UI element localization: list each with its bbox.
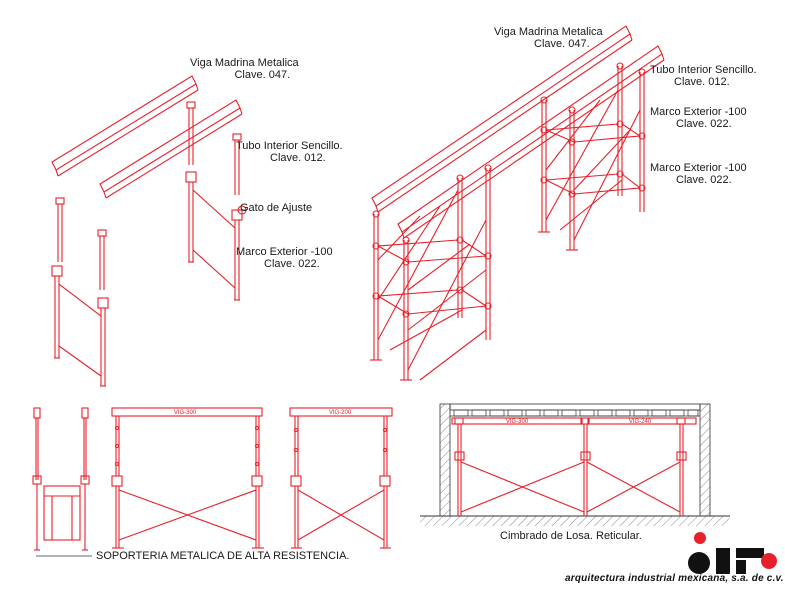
beam-tag-narrow: VIG-200	[328, 410, 352, 416]
slab-section	[420, 404, 730, 526]
beam-tag-wide: VIG-300	[173, 410, 197, 416]
label-tubo-right-name: Tubo Interior Sencillo.	[650, 64, 757, 76]
label-marco-left	[236, 246, 333, 270]
label-tubo-left	[236, 140, 343, 164]
label-marco-right-2	[650, 162, 747, 186]
label-viga-left-name: Viga Madrina Metalica	[190, 57, 299, 69]
label-viga-right-name: Viga Madrina Metalica	[494, 26, 603, 38]
label-gato-name: Gato de Ajuste	[240, 202, 313, 214]
tube-pieces-exploded	[56, 102, 241, 290]
caption-main: SOPORTERIA METALICA DE ALTA RESISTENCIA.	[96, 550, 350, 562]
caption-slab: Cimbrado de Losa. Reticular.	[500, 530, 642, 542]
label-marco-right-1-name: Marco Exterior -100	[650, 106, 747, 118]
brand-logo	[688, 532, 777, 574]
assembly-isometric	[370, 26, 664, 380]
label-viga-right-code: Clave. 047.	[534, 38, 590, 50]
label-marco-right-1	[650, 106, 747, 130]
label-marco-left-code: Clave. 022.	[264, 258, 320, 270]
label-viga-left	[190, 57, 299, 81]
slab-ribs	[454, 410, 698, 416]
beam-tag-slab-a: VIG-300	[505, 419, 529, 425]
label-viga-right	[494, 26, 603, 50]
label-viga-left-code: Clave. 047.	[234, 69, 291, 81]
frame-exploded-1	[186, 172, 242, 300]
elevation-side	[33, 408, 89, 550]
label-tubo-right	[650, 64, 757, 88]
label-marco-left-name: Marco Exterior -100	[236, 246, 333, 258]
beam-exploded-2	[100, 100, 242, 198]
brand-name: arquitectura industrial mexicana, s.a. de c.v.	[565, 573, 784, 584]
label-marco-right-2-code: Clave. 022.	[676, 174, 732, 186]
elevation-wide	[112, 408, 264, 548]
label-gato	[240, 202, 312, 214]
label-tubo-left-name: Tubo Interior Sencillo.	[236, 140, 343, 152]
beam-exploded-1	[52, 76, 198, 176]
label-tubo-left-code: Clave. 012.	[270, 152, 326, 164]
elevation-narrow	[290, 408, 392, 548]
label-tubo-right-code: Clave. 012.	[674, 76, 730, 88]
label-marco-right-2-name: Marco Exterior -100	[650, 162, 747, 174]
beam-tag-slab-b: VIG-240	[628, 419, 652, 425]
label-marco-right-1-code: Clave. 022.	[676, 118, 732, 130]
